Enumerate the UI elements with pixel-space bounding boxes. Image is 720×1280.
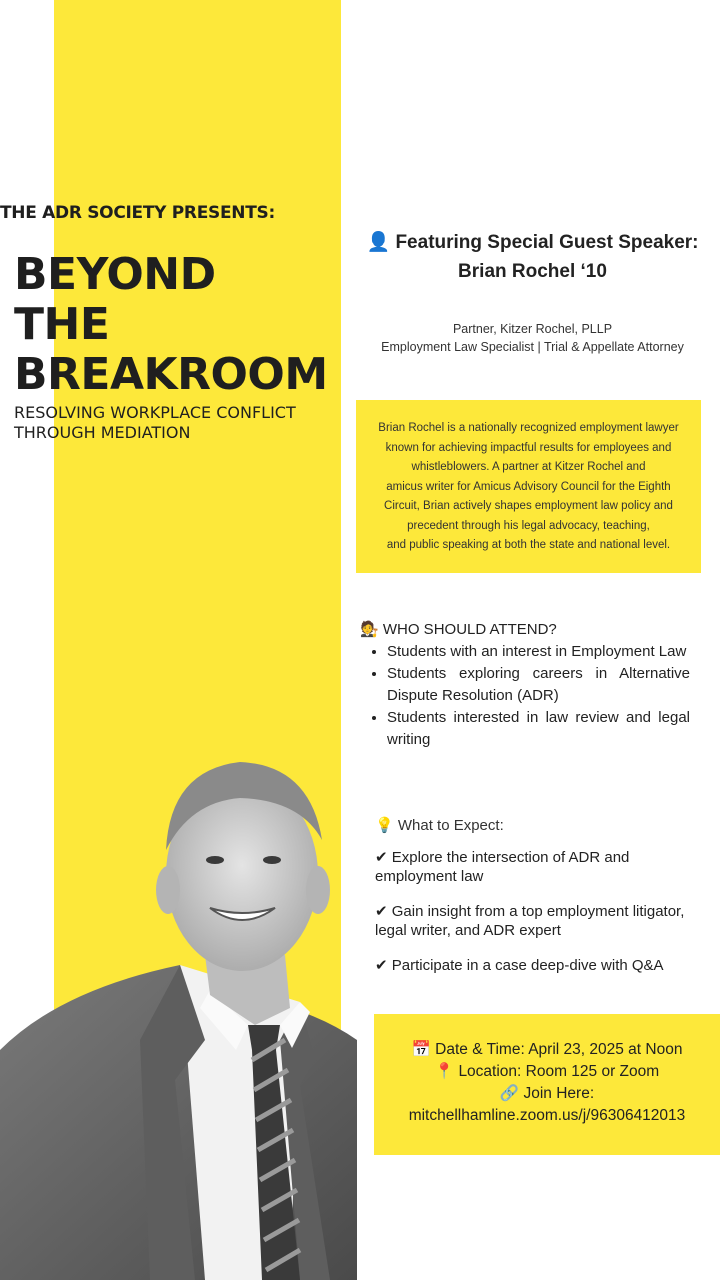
expect-heading-text: What to Expect: [397,817,504,834]
title-line-3: BREAKROOM [14,349,328,400]
what-to-expect-section [375,815,705,993]
presenter-line: THE ADR SOCIETY PRESENTS: [0,203,275,223]
list-item: ✔ Gain insight from a top employment litigator, legal writer, and ADR expert [375,903,685,939]
join-label: 🔗 Join Here: [499,1085,595,1102]
speaker-role-specialty: Employment Law Specialist | Trial & Appellate Attorney [381,340,684,354]
title-line-1: BEYOND [14,249,216,300]
bio-line: Circuit, Brian actively shapes employment law policy and [384,500,673,512]
list-item: • Students interested in law review and legal writing [387,707,690,751]
pin-icon: 📍 [434,1063,455,1080]
speaker-photo [0,740,357,1280]
link-icon: 🔗 [499,1085,520,1102]
expect-heading [375,815,705,837]
who-should-attend-section [360,619,690,751]
bio-line: Brian Rochel is a nationally recognized employment lawyer [378,422,679,434]
bio-line: amicus writer for Amicus Advisory Council for the Eighth [386,480,671,493]
speaker-role-firm: Partner, Kitzer Rochel, PLLP [452,322,613,336]
bio-line: known for achieving impactful results for employees and [385,441,672,454]
event-subtitle [14,403,296,443]
speaker-bio-box [356,400,701,573]
judge-icon: 🧑‍⚖️ [360,621,379,638]
lightbulb-icon: 💡 [375,817,394,834]
checkmark-icon: ✔ [375,957,388,974]
list-item: ✔ Explore the intersection of ADR and employment law [375,849,630,885]
list-item: • Students exploring careers in Alternative Dispute Resolution (ADR) [387,663,690,707]
attend-heading-text: WHO SHOULD ATTEND? [382,621,557,638]
zoom-link[interactable]: mitchellhamline.zoom.us/j/96306412013 [408,1107,686,1124]
event-title [14,250,328,400]
speaker-name: Brian Rochel ‘10 [458,261,607,282]
featuring-label: Featuring Special Guest Speaker: [395,232,699,253]
person-icon: 👤 [366,232,391,253]
checkmark-icon: ✔ [375,903,388,920]
list-item: ✔ Participate in a case deep-dive with Q&A [375,957,664,974]
title-line-2: THE [14,299,110,350]
bio-line: and public speaking at both the state and national level. [386,539,671,551]
subtitle-line-2: THROUGH MEDIATION [14,423,191,442]
bio-line: whistleblowers. A partner at Kitzer Rochel and [411,461,646,473]
subtitle-line-1: RESOLVING WORKPLACE CONFLICT [14,403,296,422]
bio-line: precedent through his legal advocacy, teaching, [407,519,650,532]
speaker-credentials [360,320,705,356]
list-item: • Students with an interest in Employment Law [387,641,690,663]
date-time: 📅 Date & Time: April 23, 2025 at Noon [411,1041,683,1058]
attend-list [360,641,690,751]
location: 📍 Location: Room 125 or Zoom [434,1063,660,1080]
checkmark-icon: ✔ [375,849,388,866]
featuring-heading [360,228,705,286]
attend-heading [360,619,690,641]
event-info-box [374,1014,720,1155]
calendar-icon: 📅 [411,1041,431,1058]
